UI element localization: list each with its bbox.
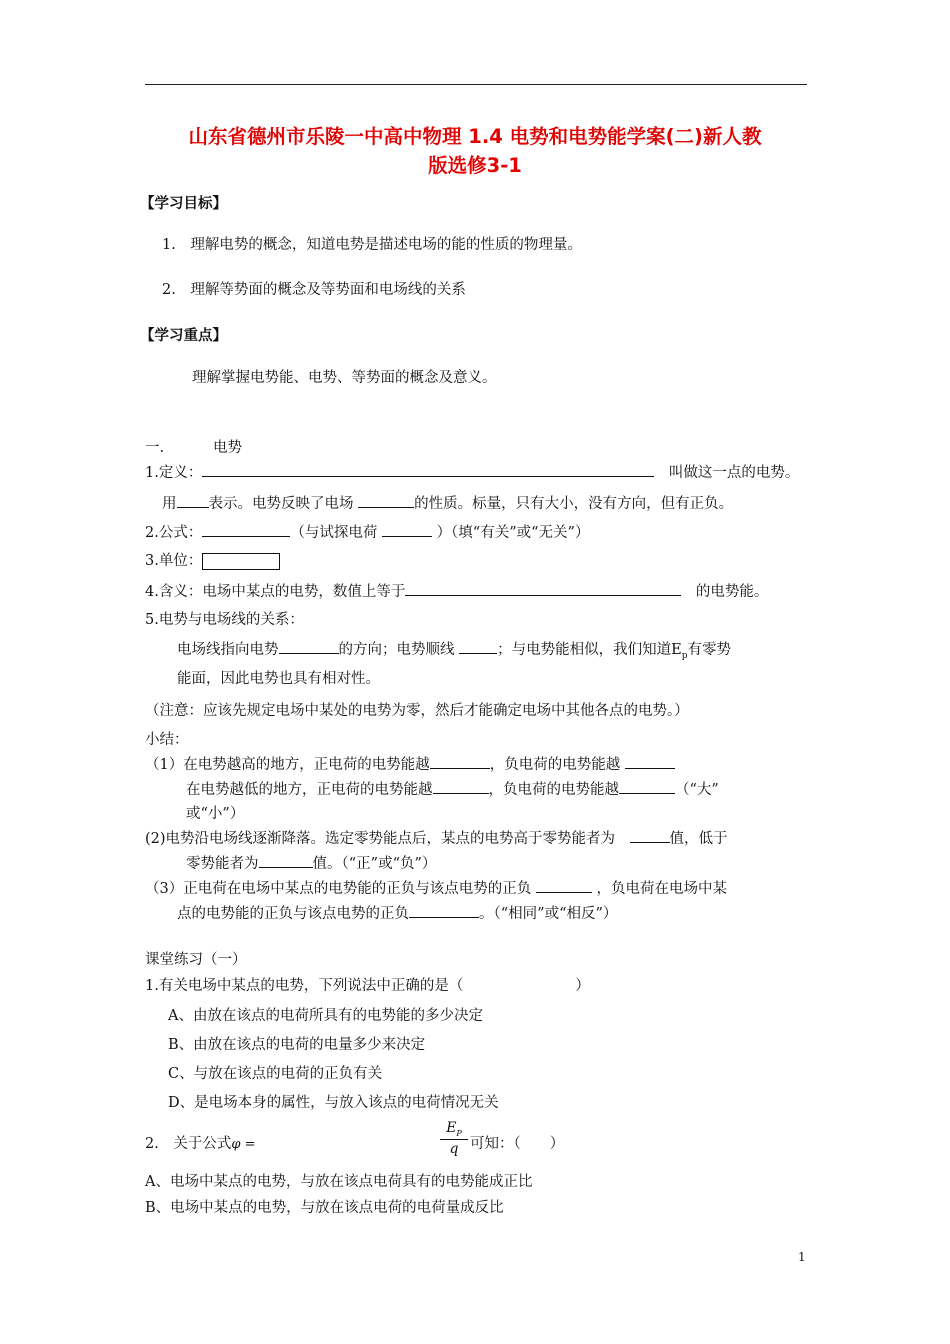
objective-item-1: 1. 理解电势的概念，知道电势是描述电场的能的性质的物理量。 (162, 237, 582, 253)
question-1-text: 1.有关电场中某点的电势，下列说法中正确的是（ (145, 978, 464, 994)
meaning-text-a: 4.含义：电场中某点的电势，数值上等于 (145, 584, 406, 600)
numerator-sub: P (456, 1128, 462, 1138)
fraction-denominator: q (449, 1141, 459, 1157)
summary-1b-text: ，负电荷的电势能越 (489, 757, 621, 773)
fraction-bar (440, 1139, 468, 1140)
objectives-heading: 【学习目标】 (140, 196, 227, 212)
question-2-option-a: A、电场中某点的电势，与放在该点电荷具有的电势能成正比 (145, 1174, 533, 1190)
summary-1-blank-1[interactable] (430, 755, 490, 769)
meaning-text-b: 的电势能。 (695, 584, 769, 600)
symbol-text-a: 用 (162, 496, 177, 512)
symbol-line (162, 492, 733, 513)
keypoints-text: 理解掌握电势能、电势、等势面的概念及意义。 (192, 370, 497, 386)
section-number: 一. (145, 440, 165, 456)
fraction-numerator (438, 1120, 470, 1138)
meaning-blank[interactable] (405, 582, 681, 596)
formula-relation-blank[interactable] (382, 523, 432, 537)
formula-label: 2.公式： (145, 525, 203, 541)
summary-3b (177, 902, 617, 923)
definition-line (145, 461, 799, 482)
summary-3-blank-2[interactable] (409, 904, 479, 918)
unit-answer-box[interactable] (202, 553, 280, 570)
question-1-option-b: B、由放在该点的电荷的电量多少来决定 (168, 1037, 426, 1053)
page-number: 1 (798, 1250, 806, 1264)
definition-label: 1.定义： (145, 465, 203, 481)
summary-1d-text: ，负电荷的电势能越 (488, 782, 619, 798)
formula-fraction (438, 1120, 470, 1157)
summary-1-blank-3[interactable] (433, 780, 489, 794)
meaning-line (145, 580, 768, 601)
question-2-text-b: 可知：（ ） (470, 1136, 565, 1152)
summary-2d-text: 值。（“正”或“负”） (312, 856, 437, 872)
symbol-text-b: 表示。电势反映了电场 (208, 496, 354, 512)
numerator-e: E (446, 1120, 457, 1136)
question-1-option-d: D、是电场本身的属性，与放入该点的电荷情况无关 (168, 1095, 499, 1111)
doc-title-line2: 版选修3-1 (428, 154, 522, 177)
relation-title: 5.电势与电场线的关系： (145, 612, 304, 628)
exercise-heading: 课堂练习（一） (145, 952, 247, 968)
summary-1-blank-4[interactable] (619, 780, 675, 794)
relation-direction-blank[interactable] (279, 640, 339, 654)
question-1-option-c: C、与放在该点的电荷的正负有关 (168, 1066, 383, 1082)
question-1-option-a: A、由放在该点的电荷所具有的电势能的多少决定 (168, 1008, 483, 1024)
summary-1a-text: （1）在电势越高的地方，正电荷的电势能越 (145, 757, 430, 773)
doc-title-line1: 山东省德州市乐陵一中高中物理 1.4 电势和电势能学案(二)新人教 (188, 125, 762, 148)
summary-2c-text: 零势能者为 (186, 856, 259, 872)
summary-3a-text: （3）正电荷在电场中某点的电势能的正负与该点电势的正负 (145, 881, 532, 897)
summary-1c: 或“小”） (186, 806, 245, 822)
header-rule (145, 84, 807, 85)
summary-1a (145, 753, 675, 774)
keypoints-heading: 【学习重点】 (140, 328, 227, 344)
summary-label: 小结： (145, 732, 189, 748)
relation-line-2: 能面，因此电势也具有相对性。 (177, 671, 380, 687)
formula-text-end: ）（填“有关”或“无关”） (436, 525, 590, 541)
summary-2a (145, 827, 728, 848)
relation-trend-blank[interactable] (459, 640, 497, 654)
relation-text-c: ；与电势能相似，我们知道E (497, 642, 682, 658)
summary-2b-text: 值，低于 (669, 831, 728, 847)
summary-1b (186, 778, 719, 799)
relation-text-b: 的方向；电势顺线 (338, 642, 455, 658)
relation-text-a: 电场线指向电势 (177, 642, 279, 658)
formula-blank[interactable] (202, 523, 290, 537)
question-1-close: ） (575, 978, 590, 994)
relation-subscript: p (681, 650, 688, 661)
summary-2-blank-1[interactable] (630, 829, 670, 843)
definition-suffix: 叫做这一点的电势。 (668, 465, 800, 481)
definition-blank[interactable] (202, 463, 654, 477)
question-2-option-b: B、电场中某点的电势，与放在该点电荷的电荷量成反比 (145, 1200, 504, 1216)
phi-symbol: φ = (231, 1137, 256, 1152)
property-blank[interactable] (358, 494, 414, 508)
summary-1-blank-2[interactable] (625, 755, 675, 769)
symbol-blank[interactable] (177, 494, 209, 508)
summary-2a-text: (2)电势沿电场线逐渐降落。选定零势能点后，某点的电势高于零势能者为 (145, 831, 616, 847)
relation-line (177, 638, 731, 661)
section-title: 电势 (213, 440, 242, 456)
summary-1e-text: （“大” (675, 782, 719, 798)
formula-text-mid: （与试探电荷 (290, 525, 378, 541)
summary-3d-text: 。（“相同”或“相反”） (479, 906, 618, 922)
objective-item-2: 2. 理解等势面的概念及等势面和电场线的关系 (162, 282, 466, 298)
question-2-lead (145, 1132, 255, 1153)
summary-3c-text: 点的电势能的正负与该点电势的正负 (177, 906, 409, 922)
summary-3-blank-1[interactable] (536, 879, 592, 893)
relation-text-d: 有零势 (687, 642, 731, 658)
symbol-text-c: 的性质。标量，只有大小，没有方向，但有正负。 (414, 496, 734, 512)
formula-line (145, 521, 589, 542)
question-1 (145, 974, 590, 995)
unit-label: 3.单位： (145, 553, 203, 569)
question-2-text-a: 2. 关于公式 (145, 1136, 232, 1152)
summary-1c-text: 在电势越低的地方，正电荷的电势能越 (186, 782, 433, 798)
summary-2-blank-2[interactable] (259, 854, 313, 868)
summary-2b (186, 852, 436, 873)
note: （注意：应该先规定电场中某处的电势为零，然后才能确定电场中其他各点的电势。） (145, 703, 689, 719)
unit-line (145, 549, 280, 570)
summary-3a (145, 877, 727, 898)
summary-3b-text: ，负电荷在电场中某 (596, 881, 727, 897)
